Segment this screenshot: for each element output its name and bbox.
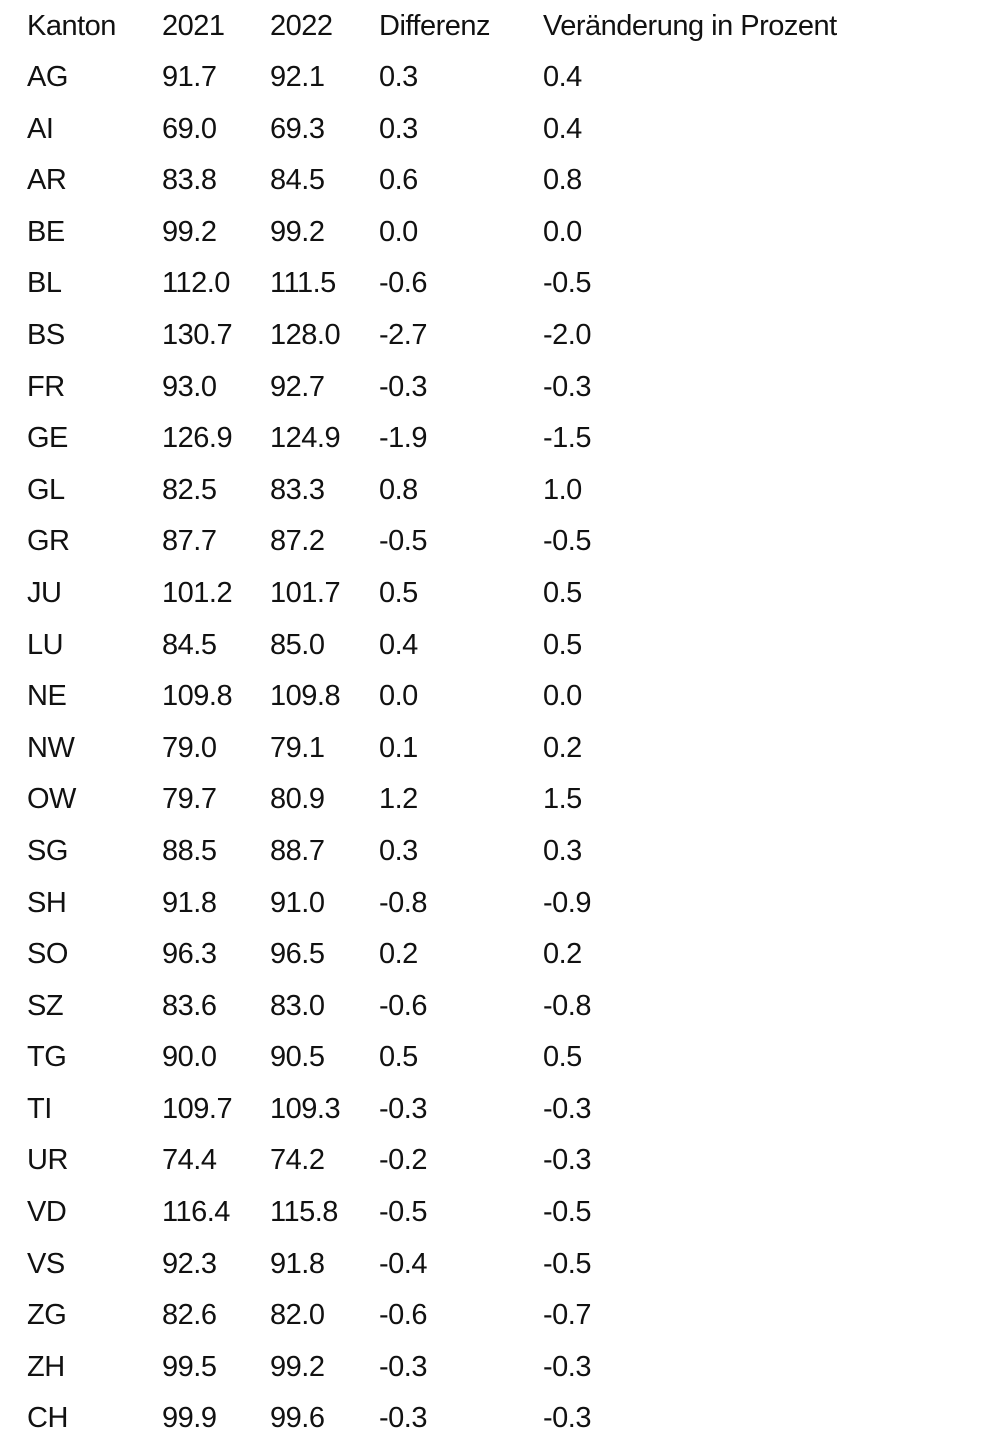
cell-veraenderung: -0.3 [543,1144,591,1177]
cell-veraenderung: 0.5 [543,576,582,609]
cell-2022: 99.2 [270,215,325,248]
cell-kanton: LU [27,628,64,661]
cell-2022: 99.6 [270,1402,325,1435]
table-row [27,620,903,672]
cell-2021: 99.5 [162,1350,217,1383]
cell-2021: 92.3 [162,1247,217,1280]
cell-kanton: SZ [27,989,64,1022]
table-row [27,207,903,259]
cell-2022: 69.3 [270,112,325,145]
cell-2021: 101.2 [162,576,233,609]
cell-veraenderung: 0.4 [543,61,582,93]
cell-2022: 109.3 [270,1092,341,1125]
cell-veraenderung: -2.0 [543,318,591,351]
cell-2021: 82.5 [162,473,217,506]
cell-differenz: 0.3 [379,834,418,867]
cell-kanton: FR [27,370,65,403]
table-header [27,0,903,52]
cell-veraenderung: 0.8 [543,164,582,197]
table-row [27,1084,903,1136]
cell-differenz: -0.5 [379,525,427,558]
cell-veraenderung: 0.5 [543,1041,582,1074]
cell-veraenderung: -0.9 [543,886,591,919]
cell-differenz: -0.2 [379,1144,427,1177]
cell-2021: 74.4 [162,1144,217,1177]
cell-2021: 87.7 [162,525,217,558]
cell-2022: 115.8 [270,1196,338,1229]
cell-kanton: AR [27,164,67,197]
cell-veraenderung: -0.7 [543,1299,591,1332]
cell-2022: 111.5 [270,267,336,300]
header-row [27,0,903,52]
cell-veraenderung: -0.5 [543,1247,591,1280]
cell-differenz: -0.3 [379,1350,427,1383]
cell-veraenderung: -0.3 [543,1350,591,1383]
table-row [27,1032,903,1084]
cell-2021: 79.0 [162,731,217,764]
cell-kanton: BE [27,215,65,248]
table-row [27,258,903,310]
cell-2021: 116.4 [162,1196,230,1229]
cell-kanton: BS [27,318,65,351]
cell-2021: 109.7 [162,1092,233,1125]
cell-differenz: 0.4 [379,628,418,661]
cell-2021: 93.0 [162,370,217,403]
cell-kanton: ZG [27,1299,67,1332]
cell-2021: 84.5 [162,628,217,661]
cell-differenz: 1.2 [379,783,418,816]
cell-2022: 124.9 [270,422,341,455]
cell-2022: 99.2 [270,1350,325,1383]
cell-kanton: UR [27,1144,68,1177]
cell-2022: 96.5 [270,938,325,971]
cell-kanton: TI [27,1092,52,1125]
table-row [27,1135,903,1187]
table-row [27,516,903,568]
cell-2021: 79.7 [162,783,217,816]
cell-2022: 83.0 [270,989,325,1022]
cell-2021: 130.7 [162,318,233,351]
cell-differenz: -0.8 [379,886,427,919]
column-header-2021: 2021 [162,10,225,42]
cell-veraenderung: -1.5 [543,422,591,455]
table-row [27,1187,903,1239]
cell-2022: 88.7 [270,834,325,867]
cell-differenz: 0.8 [379,473,418,506]
table-row [27,104,903,156]
table-row [27,1239,903,1291]
table-row [27,155,903,207]
cell-2022: 91.0 [270,886,325,919]
cell-veraenderung: 1.0 [543,473,582,506]
cell-differenz: 0.5 [379,1041,418,1074]
cell-2021: 83.6 [162,989,217,1022]
cell-2021: 91.7 [162,61,217,93]
table-row [27,413,903,465]
cell-2022: 90.5 [270,1041,325,1074]
cell-2021: 90.0 [162,1041,217,1074]
cell-veraenderung: -0.8 [543,989,591,1022]
cell-2022: 87.2 [270,525,325,558]
table-row [27,52,903,104]
cell-kanton: SH [27,886,67,919]
table-row [27,1290,903,1342]
table-row [27,1393,903,1445]
cell-differenz: -0.6 [379,1299,427,1332]
cell-veraenderung: -0.3 [543,1092,591,1125]
cell-2022: 79.1 [270,731,325,764]
table-row [27,774,903,826]
cell-differenz: -0.3 [379,1092,427,1125]
table-row [27,465,903,517]
cell-differenz: -2.7 [379,318,427,351]
cell-differenz: 0.5 [379,576,418,609]
table-row [27,568,903,620]
cell-kanton: GE [27,422,68,455]
cell-kanton: ZH [27,1350,65,1383]
cell-2021: 112.0 [162,267,230,300]
cell-2022: 109.8 [270,680,341,713]
cell-kanton: OW [27,783,76,816]
cell-2022: 101.7 [270,576,341,609]
cell-differenz: 0.3 [379,112,418,145]
cell-2022: 85.0 [270,628,325,661]
table-row [27,723,903,775]
cell-kanton: SG [27,834,68,867]
cell-2021: 91.8 [162,886,217,919]
cell-differenz: 0.0 [379,680,418,713]
cell-kanton: BL [27,267,62,300]
cell-kanton: AG [27,61,68,93]
cell-veraenderung: 0.0 [543,215,582,248]
table-row [27,878,903,930]
cell-differenz: -0.6 [379,989,427,1022]
cell-2021: 83.8 [162,164,217,197]
cell-veraenderung: -0.3 [543,370,591,403]
cell-kanton: VS [27,1247,65,1280]
table-row [27,929,903,981]
cell-2022: 80.9 [270,783,325,816]
table-body [27,52,903,1445]
cell-kanton: CH [27,1402,68,1435]
cell-differenz: 0.6 [379,164,418,197]
cell-veraenderung: -0.5 [543,525,591,558]
table-row [27,826,903,878]
cell-veraenderung: 1.5 [543,783,582,816]
cell-2022: 74.2 [270,1144,325,1177]
cell-2021: 109.8 [162,680,233,713]
cell-differenz: 0.2 [379,938,418,971]
table-row [27,981,903,1033]
column-header-differenz: Differenz [379,10,491,42]
table-row [27,310,903,362]
kanton-table [27,0,903,1445]
cell-veraenderung: 0.4 [543,112,582,145]
cell-veraenderung: -0.5 [543,1196,591,1229]
cell-2022: 91.8 [270,1247,325,1280]
cell-veraenderung: 0.3 [543,834,582,867]
cell-kanton: JU [27,576,62,609]
column-header-kanton: Kanton [27,10,116,42]
cell-2021: 126.9 [162,422,233,455]
table-row [27,1342,903,1394]
table-row [27,362,903,414]
cell-differenz: 0.0 [379,215,418,248]
cell-2021: 69.0 [162,112,217,145]
cell-2022: 84.5 [270,164,325,197]
column-header-2022: 2022 [270,10,333,42]
cell-veraenderung: -0.3 [543,1402,591,1435]
cell-differenz: -0.3 [379,370,427,403]
cell-kanton: AI [27,112,54,145]
cell-differenz: -0.4 [379,1247,427,1280]
cell-veraenderung: 0.0 [543,680,582,713]
table-row [27,671,903,723]
cell-veraenderung: -0.5 [543,267,591,300]
cell-veraenderung: 0.2 [543,938,582,971]
cell-differenz: -0.6 [379,267,427,300]
cell-2022: 83.3 [270,473,325,506]
cell-2021: 99.9 [162,1402,217,1435]
cell-differenz: -1.9 [379,422,427,455]
cell-kanton: VD [27,1196,67,1229]
cell-kanton: GR [27,525,70,558]
cell-2021: 82.6 [162,1299,217,1332]
cell-2022: 128.0 [270,318,341,351]
cell-kanton: GL [27,473,65,506]
cell-veraenderung: 0.2 [543,731,582,764]
cell-differenz: 0.3 [379,61,418,93]
cell-kanton: TG [27,1041,67,1074]
cell-2022: 82.0 [270,1299,325,1332]
cell-2021: 99.2 [162,215,217,248]
cell-2021: 96.3 [162,938,217,971]
cell-2022: 92.7 [270,370,325,403]
cell-veraenderung: 0.5 [543,628,582,661]
cell-kanton: SO [27,938,68,971]
cell-differenz: 0.1 [379,731,418,764]
cell-kanton: NW [27,731,75,764]
column-header-veraenderung: Veränderung in Prozent [543,10,837,42]
cell-differenz: -0.5 [379,1196,427,1229]
cell-2021: 88.5 [162,834,217,867]
cell-kanton: NE [27,680,67,713]
cell-differenz: -0.3 [379,1402,427,1435]
cell-2022: 92.1 [270,61,325,93]
